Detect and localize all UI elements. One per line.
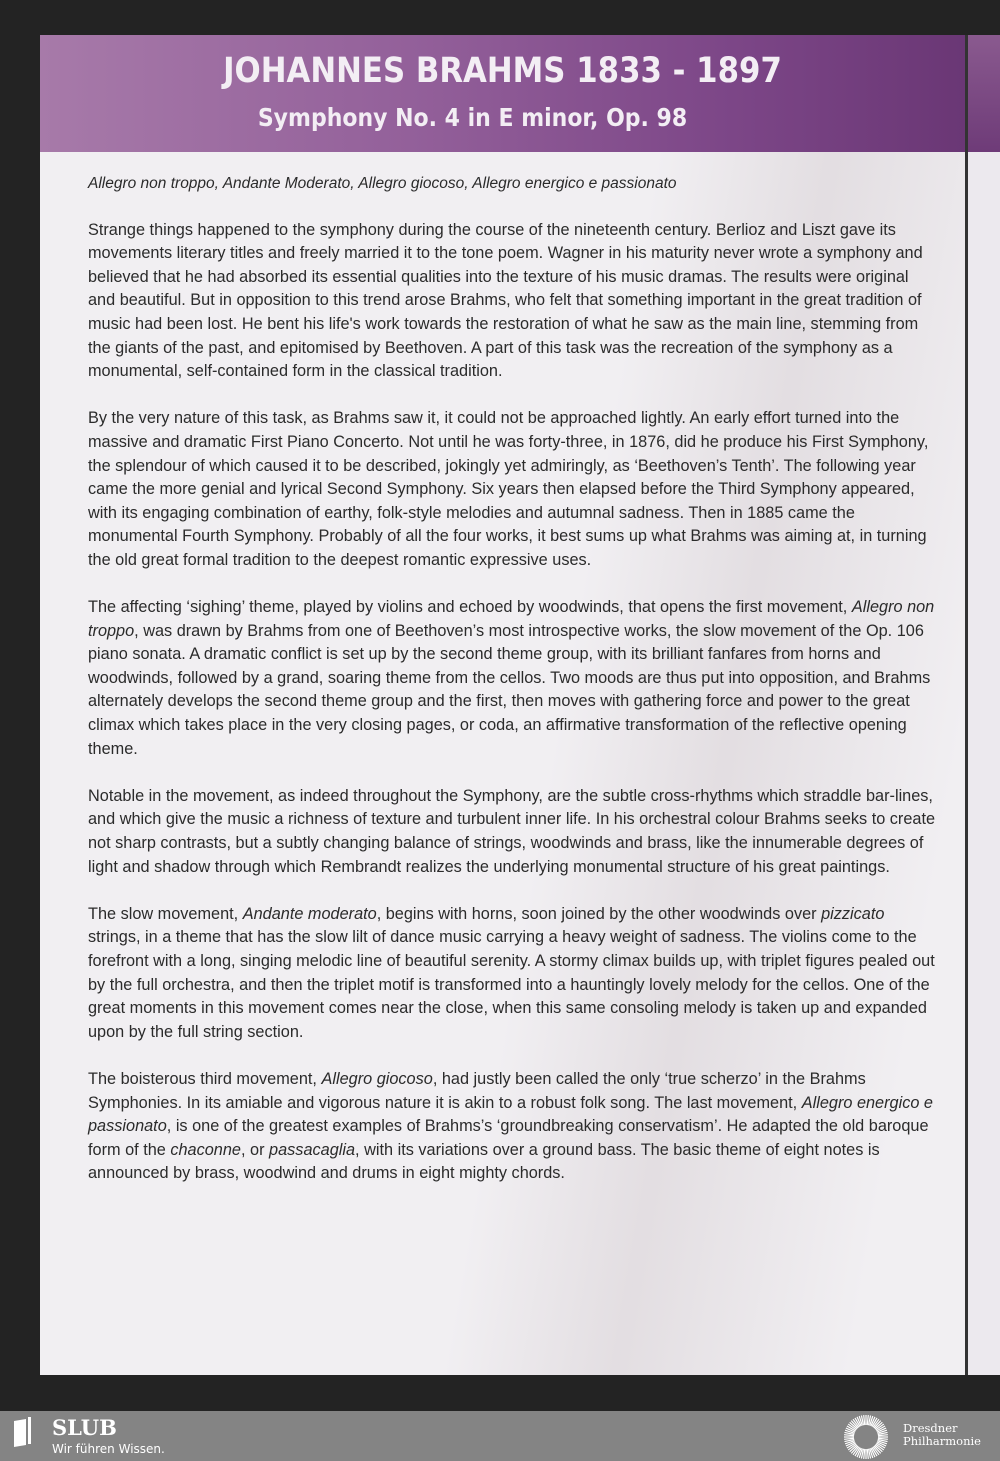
text-run: , is one of the greatest examples of Brahms’s ‘groundbreaking conservatism’. He adapted the old baroque form of the xyxy=(88,1117,929,1159)
text-run: , was drawn by Brahms from one of Beethoven’s most introspective works, the slow movement of the Op. 106 piano sonata. A dramatic conflict is set up by the second theme group, with its brilliant fanfares from horns and woodwinds, followed by a grand, soaring theme from the cellos. Two moods are thus put into opposition, and Brahms alternately develops the second theme group and the first, then moves with gathering force and power to the great climax which takes place in the very closing pages, or coda, an affirmative transformation of the reflective opening theme. xyxy=(88,621,931,758)
body-paragraph xyxy=(88,219,938,384)
viewer-footer xyxy=(0,1411,1000,1461)
text-run: By the very nature of this task, as Brahms saw it, it could not be approached lightly. An early effort turned into the massive and dramatic First Piano Concerto. Not until he was forty-three, in 1876, did he produce his First Symphony, the splendour of which caused it to be described, jokingly yet admiringly, as ‘Beethoven’s Tenth’. The following year came the more genial and lyrical Second Symphony. Six years then elapsed before the Third Symphony appeared, with its engaging combination of earthy, folk-style melodies and autumnal sadness. Then in 1885 came the monumental Fourth Symphony. Probably of all the four works, it best sums up what Brahms was aiming at, in turning the old great formal tradition to the deepest romantic expressive uses. xyxy=(88,409,929,569)
text-run: , begins with horns, soon joined by the other woodwinds over xyxy=(376,904,822,923)
text-run: Notable in the movement, as indeed throughout the Symphony, are the subtle cross-rhythms which straddle bar-lines, and which give the music a richness of texture and turbulent inner life. In his orchestral colour Brahms seeks to create not sharp contrasts, but a subtly changing balance of strings, woodwinds and brass, like the innumerable degrees of light and shadow through which Rembrandt realizes the underlying monumental structure of his great paintings. xyxy=(88,786,936,876)
italic-term: passacaglia xyxy=(269,1140,356,1159)
text-run: , or xyxy=(240,1140,270,1159)
body-paragraph xyxy=(88,785,938,879)
italic-term: Allegro giocoso xyxy=(321,1069,433,1088)
partner-name-line1: Dresdner xyxy=(903,1421,958,1435)
partner-name-line2: Philharmonie xyxy=(903,1434,981,1448)
slub-tagline: Wir führen Wissen. xyxy=(52,1442,165,1456)
italic-term: Allegro energico e passionato xyxy=(88,1093,933,1136)
programme-page xyxy=(40,35,965,1375)
text-run: The boisterous third movement, xyxy=(88,1069,322,1088)
article-body xyxy=(88,172,938,1210)
paragraphs xyxy=(88,219,938,1186)
partner-logo-text[interactable] xyxy=(903,1422,981,1448)
body-paragraph xyxy=(88,1068,938,1186)
text-run: , had justly been called the only ‘true scherzo’ in the Brahms Symphonies. In its amiable and vigorous nature it is akin to a robust folk song. The last movement, xyxy=(88,1069,866,1112)
page-header-band xyxy=(40,35,965,152)
text-run: The affecting ‘sighing’ theme, played by violins and echoed by woodwinds, that opens the first movement, xyxy=(88,598,852,617)
body-paragraph xyxy=(88,407,938,572)
italic-term: pizzicato xyxy=(821,904,885,923)
page-subtitle: Symphony No. 4 in E minor, Op. 98 xyxy=(257,103,688,132)
body-paragraph xyxy=(88,903,938,1045)
italic-term: Allegro non troppo xyxy=(88,598,935,640)
body-paragraph xyxy=(88,596,938,761)
philharmonie-sun-icon xyxy=(843,1414,889,1460)
page-title: JOHANNES BRAHMS 1833 - 1897 xyxy=(223,51,782,91)
slub-logo[interactable]: SLUB xyxy=(52,1415,117,1440)
text-run: strings, in a theme that has the slow lilt of dance music carrying a heavy weight of sadness. The violins come to the forefront with a long, singing melodic line of beautiful serenity. A stormy climax builds up, with triplet figures pealed out by the full orchestra, and then the triplet motif is transformed into a hauntingly lovely melody for the cellos. One of the great moments in this movement comes near the close, when this same consoling melody is taken up and expanded upon by the full string section. xyxy=(88,928,935,1041)
text-run: Strange things happened to the symphony during the course of the nineteenth century. Berlioz and Liszt gave its movements literary titles and freely married it to the tone poem. Wagner in his maturity never wrote a symphony and believed that he had absorbed its essential qualities into the texture of his music dramas. The results were original and beautiful. But in opposition to this trend arose Brahms, who felt that something important in the great tradition of music had been lost. He bent his life's work towards the restoration of what he saw as the main line, stemming from the giants of the past, and epitomised by Beethoven. A part of this task was the recreation of the symphony as a monumental, self-contained form in the classical tradition. xyxy=(88,220,923,381)
movement-list: Allegro non troppo, Andante Moderato, Allegro giocoso, Allegro energico e passionato xyxy=(88,175,677,192)
italic-term: Andante moderato xyxy=(242,904,377,923)
text-run: The slow movement, xyxy=(88,904,243,923)
text-run: , with its variations over a ground bass. The basic theme of eight notes is announced by brass, woodwind and drums in eight mighty chords. xyxy=(88,1140,880,1183)
italic-term: chaconne xyxy=(170,1140,241,1159)
adjacent-page-edge xyxy=(965,35,1000,1375)
slub-book-icon xyxy=(12,1417,32,1447)
